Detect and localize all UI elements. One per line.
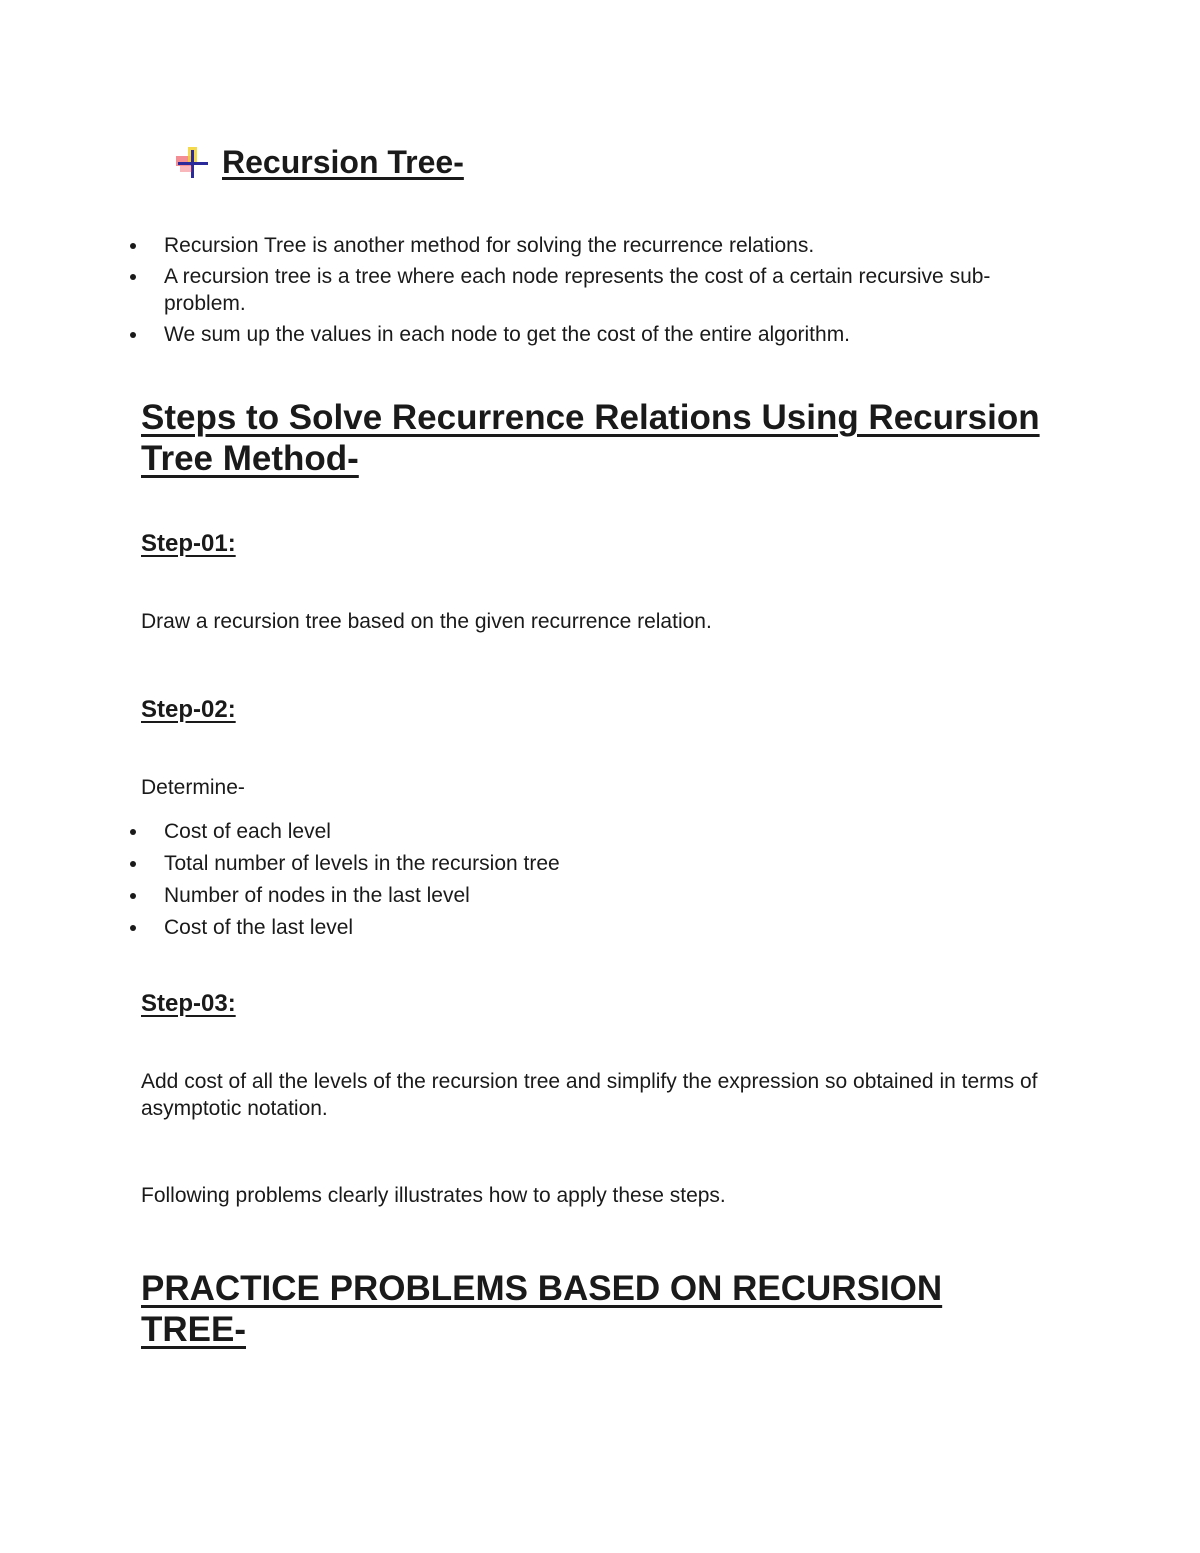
- top-heading: [174, 140, 464, 184]
- step-01-text: Draw a recursion tree based on the given recurrence relation.: [141, 610, 712, 633]
- cross-bullet-icon: [174, 144, 210, 180]
- step-02-heading: Step-02:: [141, 696, 236, 723]
- intro-bullet-list: [164, 232, 1064, 348]
- step-02-text: Determine-: [141, 776, 245, 799]
- bullet-dot-icon: [130, 893, 136, 899]
- bullet-dot-icon: [130, 829, 136, 835]
- bullet-dot-icon: [130, 925, 136, 931]
- list-item: Number of nodes in the last level: [164, 882, 1064, 909]
- step-02-bullet-list: [164, 818, 1064, 941]
- page-title: Recursion Tree-: [222, 144, 464, 180]
- bullet-dot-icon: [130, 274, 136, 280]
- step-03-heading: Step-03:: [141, 990, 236, 1017]
- bullet-dot-icon: [130, 332, 136, 338]
- list-item: We sum up the values in each node to get the cost of the entire algorithm.: [164, 321, 1064, 348]
- step-03-text: Add cost of all the levels of the recursion tree and simplify the expression so obtained in terms of asymptotic notation.: [141, 1070, 1038, 1120]
- practice-heading: PRACTICE PROBLEMS BASED ON RECURSION TREE-: [141, 1269, 943, 1349]
- list-item: Total number of levels in the recursion tree: [164, 850, 1064, 877]
- list-item: Recursion Tree is another method for solving the recurrence relations.: [164, 232, 1064, 259]
- following-text: Following problems clearly illustrates how to apply these steps.: [141, 1184, 726, 1207]
- bullet-dot-icon: [130, 243, 136, 249]
- bullet-dot-icon: [130, 861, 136, 867]
- list-item: Cost of each level: [164, 818, 1064, 845]
- list-item: A recursion tree is a tree where each node represents the cost of a certain recursive sub-problem.: [164, 263, 1064, 317]
- steps-heading: Steps to Solve Recurrence Relations Using Recursion Tree Method-: [141, 398, 1040, 478]
- step-01-heading: Step-01:: [141, 530, 236, 557]
- list-item: Cost of the last level: [164, 914, 1064, 941]
